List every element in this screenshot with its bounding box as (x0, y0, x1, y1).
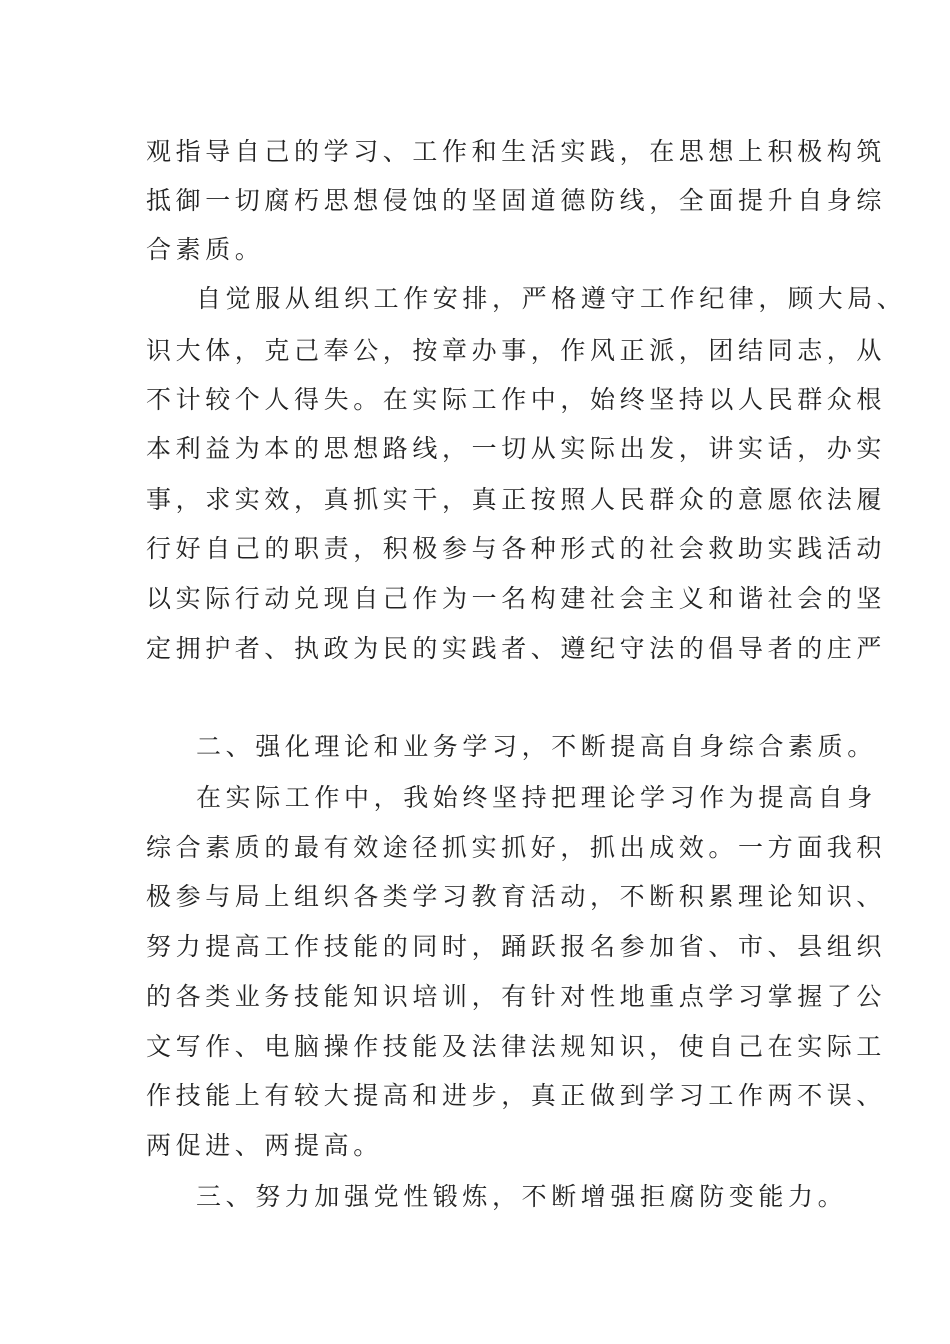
text-line: 的各类业务技能知识培训，有针对性地重点学习掌握了公 (146, 982, 887, 1011)
text-line: 作技能上有较大提高和进步，真正做到学习工作两不误、 (146, 1081, 887, 1110)
text-line: 观指导自己的学习、工作和生活实践，在思想上积极构筑 (146, 137, 887, 166)
text-line: 行好自己的职责，积极参与各种形式的社会救助实践活动 (146, 534, 887, 563)
text-line: 极参与局上组织各类学习教育活动，不断积累理论知识、 (146, 882, 887, 911)
text-line: 事，求实效，真抓实干，真正按照人民群众的意愿依法履 (146, 485, 887, 514)
text-line: 文写作、电脑操作技能及法律法规知识，使自己在实际工 (146, 1032, 887, 1061)
text-line: 识大体，克己奉公，按章办事，作风正派，团结同志，从 (146, 336, 887, 365)
text-line: 努力提高工作技能的同时，踊跃报名参加省、市、县组织 (146, 932, 887, 961)
paragraph-first-line: 在实际工作中，我始终坚持把理论学习作为提高自身 (196, 783, 877, 812)
text-line: 综合素质的最有效途径抓实抓好，抓出成效。一方面我积 (146, 833, 887, 862)
paragraph-first-line: 自觉服从组织工作安排，严格遵守工作纪律，顾大局、 (196, 284, 907, 313)
section-heading-2: 二、强化理论和业务学习，不断提高自身综合素质。 (196, 732, 877, 761)
text-line: 抵御一切腐朽思想侵蚀的坚固道德防线，全面提升自身综 (146, 186, 887, 215)
text-line: 以实际行动兑现自己作为一名构建社会主义和谐社会的坚 (146, 584, 887, 613)
text-line: 两促进、两提高。 (146, 1131, 383, 1160)
text-line: 合素质。 (146, 235, 265, 264)
text-line: 不计较个人得失。在实际工作中，始终坚持以人民群众根 (146, 385, 887, 414)
text-line: 定拥护者、执政为民的实践者、遵纪守法的倡导者的庄严 (146, 634, 887, 663)
section-heading-3: 三、努力加强党性锻炼，不断增强拒腐防变能力。 (196, 1182, 848, 1211)
text-line: 本利益为本的思想路线，一切从实际出发，讲实话，办实 (146, 434, 887, 463)
